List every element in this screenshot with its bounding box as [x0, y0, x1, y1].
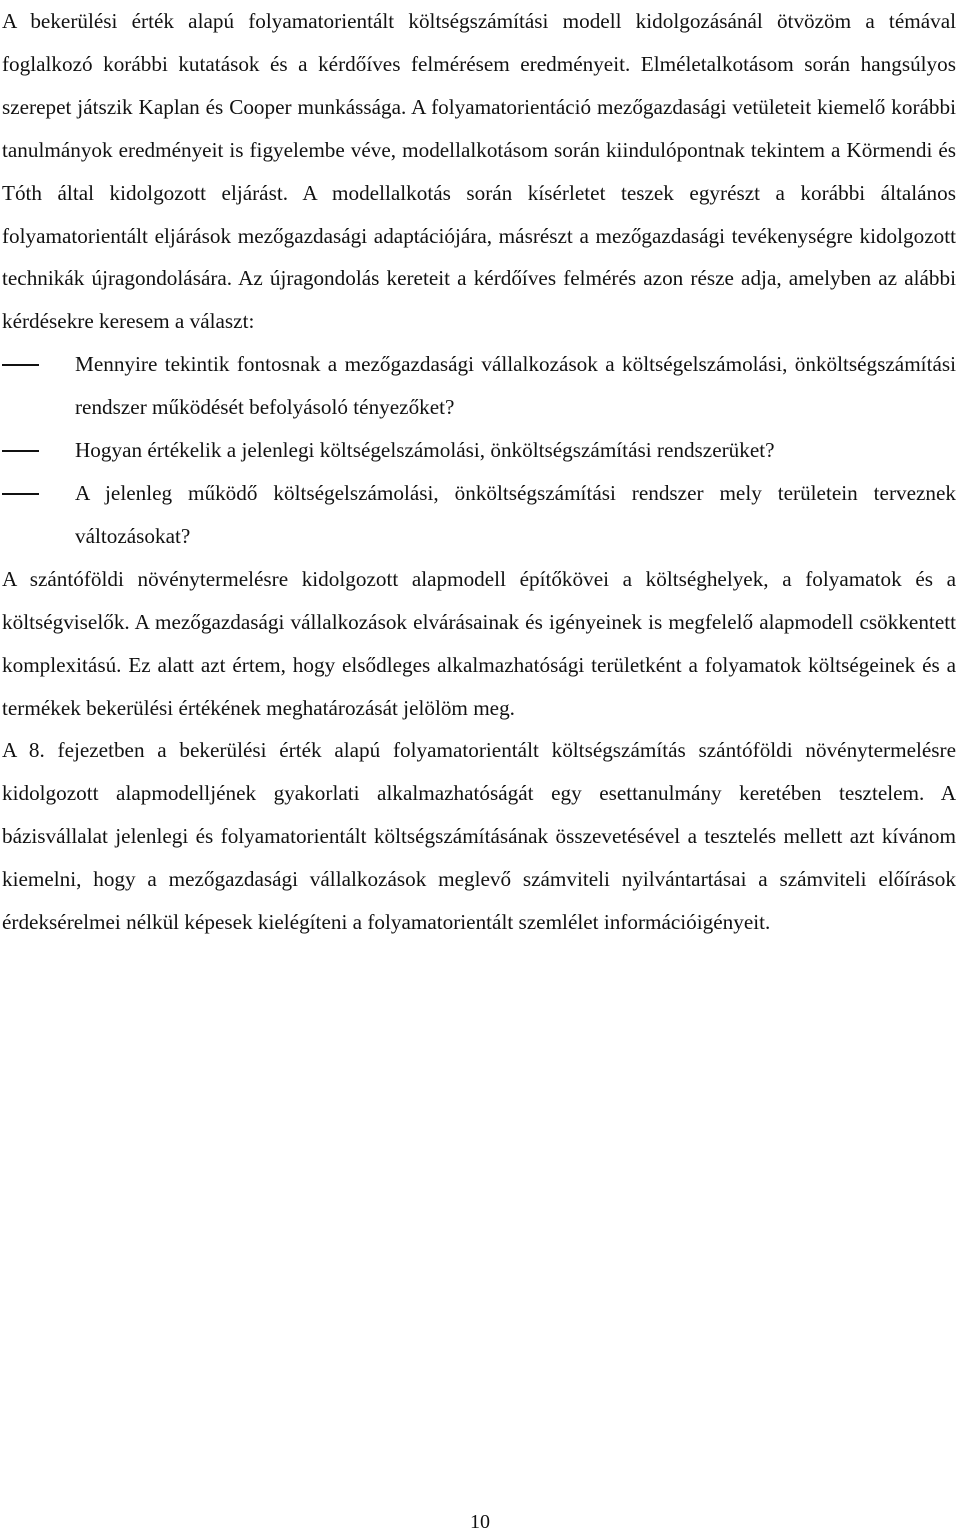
document-page — [2, 0, 956, 944]
dash-bullet-icon — [2, 364, 39, 366]
page-number: 10 — [470, 1511, 490, 1533]
dash-bullet-icon — [2, 450, 39, 452]
model-paragraph: A szántóföldi növénytermelésre kidolgozott alapmodell építőkövei a költséghelyek, a folyamatok és a költségviselők. A mezőgazdasági vállalkozások elvárásainak és igényeinek is megfelelő alapmodell csökkentett komplexitású. Ez alatt azt értem, hogy elsődleges alkalmazhatósági területként a folyamatok költségeinek és a termékek bekerülési értékének meghatározását jelölöm meg. — [2, 566, 956, 720]
dash-bullet-icon — [2, 493, 39, 495]
intro-paragraph: A bekerülési érték alapú folyamatorientált költségszámítási modell kidolgozásánál ötvözöm a témával foglalkozó korábbi kutatások és a kérdőíves felmérésem eredményeit. Elméletalkotásom során hangsúlyos szerepet játszik Kaplan és Cooper munkássága. A folyamatorientáció mezőgazdasági vetületeit kiemelő korábbi tanulmányok eredményeit is figyelembe véve, modellalkotásom során kiindulópontnak tekintem a Körmendi és Tóth által kidolgozott eljárást. A modellalkotás során kísérletet teszek egyrészt a korábbi általános folyamatorientált eljárások mezőgazdasági adaptációjára, másrészt a mezőgazdasági tevékenységre kidolgozott technikák újragondolására. Az újragondolás kereteit a kérdőíves felmérés azon része adja, amelyben az alábbi kérdésekre keresem a választ: — [2, 9, 956, 334]
list-item — [2, 472, 956, 558]
research-questions-list — [2, 343, 956, 558]
chapter-paragraph: A 8. fejezetben a bekerülési érték alapú folyamatorientált költségszámítás szántóföldi növénytermelésre kidolgozott alapmodelljének gyakorlati alkalmazhatóságát egy esettanulmány keretében tesztelem. A bázisvállalat jelenlegi és folyamatorientált költségszámításának összevetésével a tesztelés mellett azt kívánom kiemelni, hogy a mezőgazdasági vállalkozások meglevő számviteli nyilvántartásai a számviteli előírások érdeksérelmei nélkül képesek kielégíteni a folyamatorientált szemlélet információigényeit. — [2, 738, 956, 935]
list-item — [2, 429, 956, 472]
list-item — [2, 343, 956, 429]
question-text: Mennyire tekintik fontosnak a mezőgazdasági vállalkozások a költségelszámolási, önköltségszámítási rendszer működését befolyásoló tényezőket? — [75, 352, 956, 420]
question-text: Hogyan értékelik a jelenlegi költségelszámolási, önköltségszámítási rendszerüket? — [75, 438, 775, 463]
question-text: A jelenleg működő költségelszámolási, önköltségszámítási rendszer mely területein terveznek változásokat? — [75, 480, 956, 548]
